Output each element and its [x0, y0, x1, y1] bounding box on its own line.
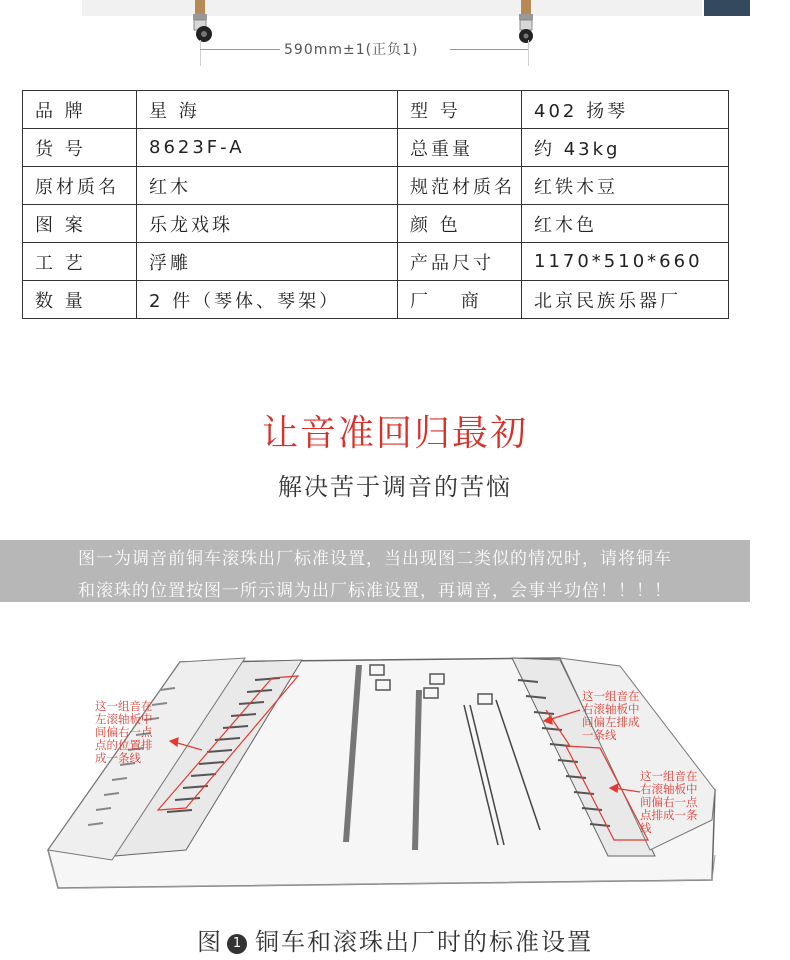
dimension-text: 590mm±1(正负1): [284, 42, 419, 58]
spec-label: 数 量: [23, 281, 137, 319]
spec-row: [23, 281, 729, 319]
spec-label: 图 案: [23, 205, 137, 243]
product-photo-bottom-edge: [82, 0, 702, 16]
spec-value: 红木色: [522, 205, 729, 243]
annotation-right-top: 这一组音在 右滚轴板中 间偏左排成 一条线: [582, 689, 640, 742]
spec-value: 浮雕: [137, 243, 398, 281]
figure-caption: [0, 922, 790, 957]
spec-value: 红木: [137, 167, 398, 205]
spec-label: 原材质名: [23, 167, 137, 205]
spec-value: 8623F-A: [137, 129, 398, 167]
spec-label: 工 艺: [23, 243, 137, 281]
notice-line-1: 图一为调音前铜车滚珠出厂标准设置，当出现图二类似的情况时，请将铜车: [78, 549, 672, 569]
subheadline: 解决苦于调音的苦恼: [278, 473, 512, 501]
headline: 让音准回归最初: [261, 413, 528, 454]
spec-value: 1170*510*660: [522, 243, 729, 281]
spec-value: 2 件（琴体、琴架）: [137, 281, 398, 319]
caption-prefix: 图: [197, 928, 223, 956]
spec-label: 产品尺寸: [398, 243, 522, 281]
spec-label: 厂 商: [398, 281, 522, 319]
spec-label: 货 号: [23, 129, 137, 167]
annotation-right-bottom: 这一组音在 右滚轴板中 间偏右一点 点排成一条 线: [640, 769, 698, 835]
spec-label: 品 牌: [23, 91, 137, 129]
spec-value: 红铁木豆: [522, 167, 729, 205]
annotation-left: 这一组音在 左滚轴板中 间偏右一点 点的位置排 成一条线: [95, 699, 153, 765]
spec-label: 型 号: [398, 91, 522, 129]
spec-row: [23, 243, 729, 281]
spec-value: 星 海: [137, 91, 398, 129]
spec-value: 402 扬琴: [522, 91, 729, 129]
notice-banner: [0, 540, 750, 602]
spec-row: [23, 91, 729, 129]
spec-label: 总重量: [398, 129, 522, 167]
spec-table: [22, 90, 729, 319]
spec-value: 北京民族乐器厂: [522, 281, 729, 319]
spec-value: 约 43kg: [522, 129, 729, 167]
dimension-annotation: [200, 36, 530, 62]
photo-corner-block: [704, 0, 750, 16]
spec-row: [23, 129, 729, 167]
dulcimer-figure: [40, 650, 740, 914]
spec-row: [23, 205, 729, 243]
caption-text: 铜车和滚珠出厂时的标准设置: [255, 928, 593, 956]
spec-label: 颜 色: [398, 205, 522, 243]
notice-line-2: 和滚珠的位置按图一所示调为出厂标准设置，再调音，会事半功倍！！！！: [78, 581, 672, 601]
spec-row: [23, 167, 729, 205]
spec-value: 乐龙戏珠: [137, 205, 398, 243]
spec-label: 规范材质名: [398, 167, 522, 205]
caption-number-badge: 1: [227, 934, 247, 954]
